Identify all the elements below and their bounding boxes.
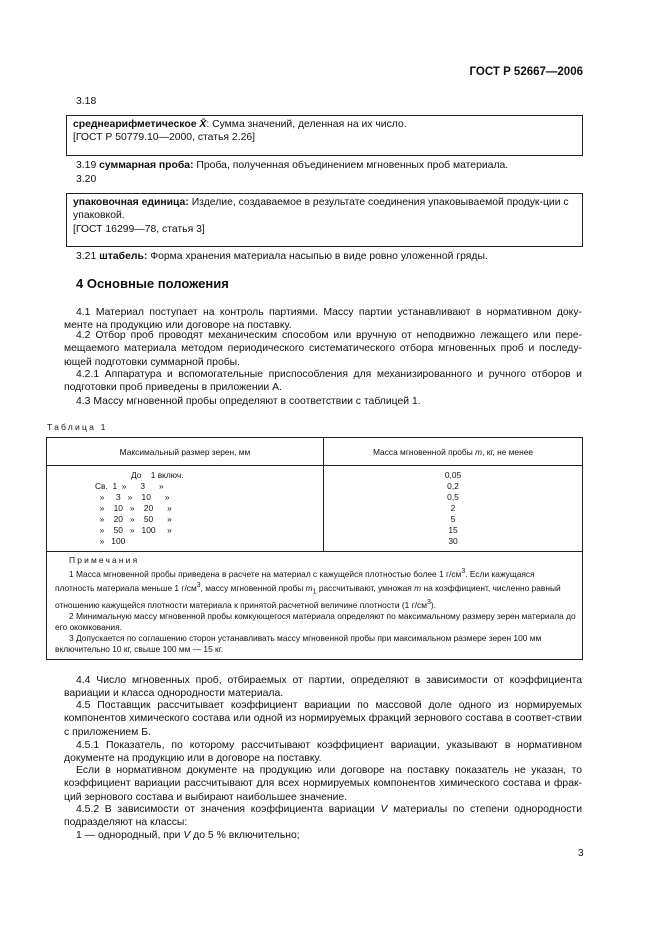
item-3-21: [76, 250, 581, 263]
term-composite-sample: суммарная проба:: [99, 160, 194, 171]
para-4-3: 4.3 Массу мгновенной пробы определяют в соответствии с таблицей 1.: [76, 396, 421, 407]
definition-3-18: [73, 118, 576, 131]
notes-title: Примечания: [69, 555, 140, 565]
col-header-sample-mass: Масса мгновенной пробы m, кг, не менее: [324, 438, 583, 466]
grain-size-cells: [47, 466, 324, 552]
table-caption: Таблица 1: [47, 422, 108, 432]
definition-text: Форма хранения материала насыпью в виде ровно уложенной гряды.: [147, 251, 488, 262]
mass-value: 30: [448, 536, 458, 546]
class-1: 1 — однородный, при V до 5 % включительно;: [76, 830, 300, 841]
col-header-grain-size: Максимальный размер зерен, мм: [47, 438, 324, 466]
note-1: 1 Масса мгновенной пробы приведена в расчете на материал с кажущейся плотностью более 1 $г/см^3$. Если кажущаяся плотность материала меньше 1 $г/см^3$, массу мгновенной пробы $m_1$ рассчитывают, умножая m на коэффициент, численно равный отношению кажущейся плотности материала к принятой расчетной величине плотности (1 $г/см^3$).: [55, 568, 561, 611]
item-number: 3.19: [76, 160, 97, 171]
mass-value: 0,05: [444, 470, 462, 480]
doc-code-header: ГОСТ Р 52667—2006: [469, 66, 583, 78]
para-4-4: 4.4 Число мгновенных проб, отбираемых от партии, определяют в зависимости от коэффициента вариации и класса однородности материала.: [64, 675, 582, 700]
item-3-18-number: 3.18: [76, 96, 97, 107]
mass-value: 0,5: [447, 492, 459, 502]
para-4-5-1: 4.5.1 Показатель, по которому рассчитывают коэффициент вариации, указывают в нормативном документе на продукцию или в договоре на поставку.: [64, 740, 582, 765]
page-number: 3: [578, 848, 584, 859]
note-2: 2 Минимальную массу мгновенной пробы комкующегося материала определяют по максимальному размеру зерен материала до его окомкования.: [55, 611, 576, 633]
item-3-20-number: 3.20: [76, 174, 97, 185]
definition-3-20: [73, 196, 576, 223]
para-4-2-1: 4.2.1 Аппаратура и вспомогательные приспособления для механизированного и ручного отборов и подготовки проб приведены в приложении А.: [64, 369, 582, 394]
mass-value: 2: [450, 503, 456, 513]
definition-text: : Сумма значений, деленная на их число.: [206, 119, 407, 130]
para-4-5: 4.5 Поставщик рассчитывает коэффициент вариации по массовой доле одного из нормируемых компонентов химического состава или одной из нормируемых фракций зернового состава в соответ-ствии с приложением Б.: [64, 700, 582, 738]
mass-value: 0,2: [447, 481, 459, 491]
size-row: » 10 » 20 »: [95, 503, 172, 513]
table-1: [46, 437, 583, 660]
definition-text: Проба, полученная объединением мгновенных проб материала.: [193, 160, 509, 171]
section-4-title: 4 Основные положения: [76, 276, 229, 291]
size-row: » 20 » 50 »: [95, 514, 172, 524]
mass-value: 15: [448, 525, 458, 535]
definition-text: Изделие, создаваемое в результате соединения упаковываемой продук-ции с упаковкой.: [73, 197, 569, 222]
term-packing-unit: упаковочная единица:: [73, 197, 189, 208]
mass-cells: [324, 466, 583, 552]
para-4-5-2: 4.5.2 В зависимости от значения коэффициента вариации V материалы по степени однородности подразделяют на классы:: [64, 804, 582, 829]
note-3: 3 Допускается по соглашению сторон устанавливать массу мгновенной пробы при максимальном размере зерен 100 мм включительно 10 кг, свыше 100 мм — 15 кг.: [55, 633, 542, 655]
size-row: » 50 » 100 »: [95, 525, 172, 535]
para-4-2: 4.2 Отбор проб проводят механическим способом или вручную от неподвижно лежащего или пере-мещаемого материала методом периодического систематического отбора мгновенных проб и последу-ющей подготовки суммарной пробы.: [64, 330, 582, 368]
para-4-5-1-cont: Если в нормативном документе на продукцию или договоре на поставку показатель не указан, то коэффициент вариации рассчитывают для всех нормируемых компонентов химического состава и фрак-ций зернового состава и выбирают наибольшее значение.: [64, 765, 582, 803]
size-row: » 100: [95, 536, 126, 546]
reference-3-18: [ГОСТ Р 50779.10—2000, статья 2.26]: [73, 132, 256, 144]
size-row: Св. 1 » 3 »: [95, 481, 164, 491]
item-3-19: [76, 159, 581, 172]
size-row: До 1 включ.: [131, 470, 184, 480]
term-mean: среднеарифметическое: [73, 119, 197, 130]
para-4-1: 4.1 Материал поступает на контроль партиями. Массу партии устанавливают в нормативном доку-менте на продукцию или договоре на поставку.: [64, 307, 582, 332]
mass-value: 5: [450, 514, 456, 524]
definition-box-3-18: [66, 115, 583, 156]
item-number: 3.21: [76, 251, 97, 262]
reference-3-20: [ГОСТ 16299—78, статья 3]: [73, 223, 205, 235]
table-notes: [47, 552, 583, 660]
size-row: » 3 » 10 »: [95, 492, 170, 502]
definition-box-3-20: [66, 193, 583, 247]
symbol-x-bar: X̄: [199, 119, 207, 130]
term-stack: штабель:: [99, 251, 148, 262]
